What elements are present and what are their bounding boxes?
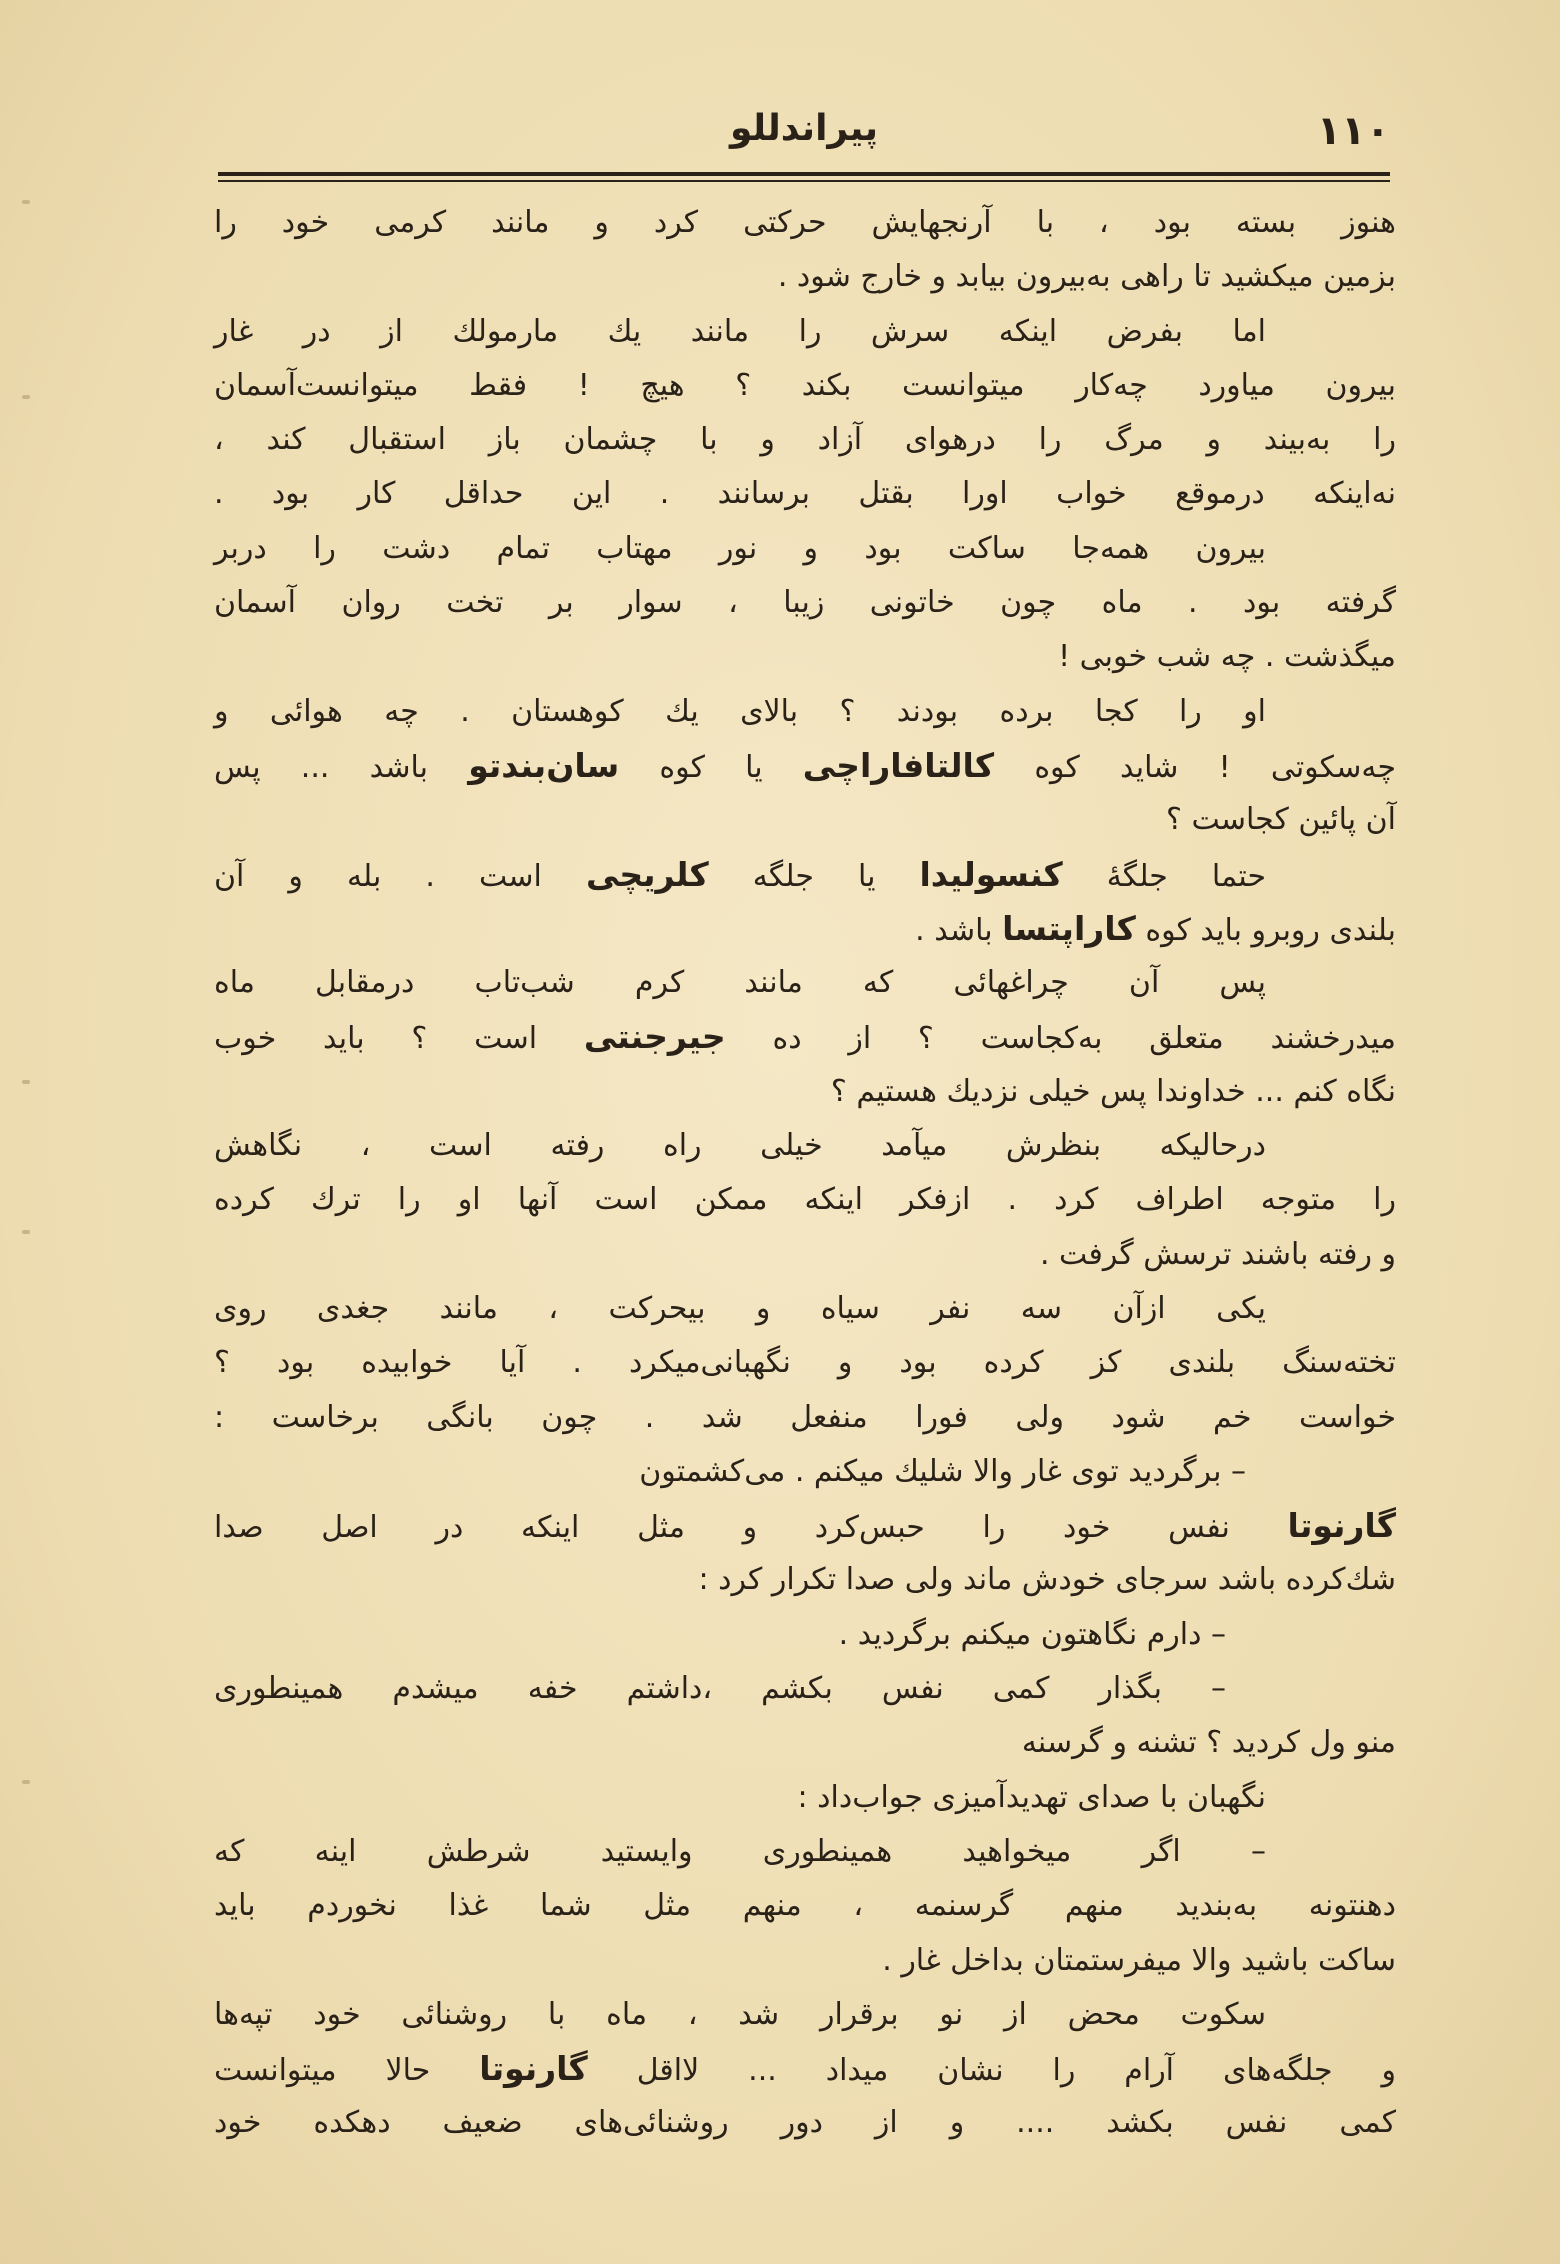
text-run: او را کجا برده بودند ؟ بالای یك کوهستان . چه هوائی و [214, 693, 1266, 729]
bold-name: کنسولیدا [919, 854, 1063, 894]
text-run: – دارم نگاهتون میکنم برگردید . [838, 1616, 1226, 1652]
text-line [214, 1445, 1396, 1499]
text-line [214, 1771, 1396, 1825]
text-line [214, 1879, 1396, 1933]
text-run: آن پائین کجاست ؟ [1165, 802, 1396, 838]
text-line [214, 1336, 1396, 1390]
text-run: – بگذار کمی نفس بکشم ،داشتم خفه میشدم همینطوری [214, 1671, 1226, 1707]
text-line [214, 793, 1396, 847]
text-run: نفس خود را حبس‌کرد و مثل اینکه در اصل صدا [214, 1510, 1288, 1546]
bold-name: گارنوتا [479, 2049, 588, 2089]
text-line [214, 1988, 1396, 2042]
text-run: بیرون میاورد چه‌کار میتوانست بکند ؟ هیچ ! فقط میتوانست‌آسمان [214, 367, 1396, 403]
text-run: درحالیکه بنظرش میآمد خیلی راه رفته است ، نگاهش [214, 1128, 1266, 1164]
text-run: – اگر میخواهید همینطوری وایستید شرطش اینه که [214, 1833, 1266, 1869]
page-header [218, 108, 1390, 168]
text-run: حتما جلگهٔ [1062, 858, 1266, 894]
bold-name: گارنوتا [1287, 1506, 1396, 1546]
text-line [214, 739, 1396, 793]
text-line [214, 359, 1396, 413]
text-run: شك‌کرده باشد سرجای خودش ماند ولی صدا تکرار کرد : [698, 1562, 1396, 1598]
text-run: را متوجه اطراف کرد . ازفکر اینکه ممکن است آنها او را ترك کرده [214, 1182, 1396, 1218]
bold-name: کاراپتسا [1002, 908, 1136, 948]
text-run: هنوز بسته بود ، با آرنجهایش حرکتی کرد و مانند کرمی خود را [214, 205, 1396, 240]
text-run: دهنتونه به‌بندید منهم گرسنمه ، منهم مثل شما غذا نخوردم باید [214, 1888, 1396, 1924]
text-line [214, 1608, 1396, 1662]
bold-name: سان‌بندتو [468, 745, 620, 785]
text-line [214, 1119, 1396, 1173]
text-line [214, 2096, 1396, 2150]
text-run: را به‌بیند و مرگ را درهوای آزاد و با چشمان باز استقبال کند ، [214, 422, 1396, 458]
text-run: خواست خم شود ولی فورا منفعل شد . چون بانگی برخاست : [214, 1399, 1396, 1435]
text-run: چه‌سکوتی ! شاید کوه [994, 749, 1397, 785]
text-line [214, 1391, 1396, 1445]
text-run: – برگردید توی غار والا شلیك میکنم . می‌کشمتون [639, 1453, 1246, 1489]
text-run: نه‌اینکه درموقع خواب اورا بقتل برسانند . این حداقل کار بود . [214, 476, 1396, 512]
text-run: باشد . [915, 912, 1003, 948]
text-run: یکی ازآن سه نفر سیاه و بیحرکت ، مانند جغدی روی [214, 1290, 1266, 1326]
page-number: ١١٠ [1316, 108, 1390, 154]
text-run: گرفته بود . ماه چون خاتونی زیبا ، سوار بر تخت روان آسمان [214, 585, 1396, 621]
text-line [214, 1499, 1396, 1553]
text-line [214, 1553, 1396, 1607]
header-rule-thick [218, 172, 1390, 176]
text-run: کمی نفس بکشد .... و از دور روشنائی‌های ضعیف دهکده خود [214, 2105, 1396, 2141]
bold-name: کلریچی [585, 854, 709, 894]
text-run: میدرخشند متعلق به‌کجاست ؟ از ده [725, 1021, 1396, 1057]
text-line [214, 1065, 1396, 1119]
text-line [214, 522, 1396, 576]
running-title: پیراندللو [729, 108, 879, 149]
text-run: پس آن چراغهائی که مانند کرم شب‌تاب درمقابل ماه [214, 965, 1266, 1001]
bold-name: جیرجنتی [583, 1017, 726, 1057]
text-line [214, 413, 1396, 467]
text-line [214, 848, 1396, 902]
text-line [214, 1010, 1396, 1064]
text-run: یا جلگه [708, 858, 920, 894]
text-line [214, 1173, 1396, 1227]
text-line [214, 630, 1396, 684]
text-line [214, 1716, 1396, 1770]
text-line [214, 1662, 1396, 1716]
text-line [214, 305, 1396, 359]
text-run: نگهبان با صدای تهدیدآمیزی جواب‌داد : [797, 1779, 1266, 1815]
text-run: حالا میتوانست [214, 2053, 480, 2089]
text-line [214, 956, 1396, 1010]
text-line [214, 1825, 1396, 1879]
text-run: اما بفرض اینکه سرش را مانند یك مارمولك از در غار [214, 313, 1266, 349]
text-run: ساکت باشید والا میفرستمتان بداخل غار . [882, 1942, 1396, 1978]
text-run: سکوت محض از نو برقرار شد ، ماه با روشنائی خود تپه‌ها [214, 1996, 1266, 2032]
text-line [214, 250, 1396, 304]
text-run: منو ول کردید ؟ تشنه و گرسنه [1021, 1725, 1396, 1761]
text-line [214, 1228, 1396, 1282]
text-run: بیرون همه‌جا ساکت بود و نور مهتاب تمام دشت را دربر [214, 530, 1266, 566]
text-run: یا کوه [619, 749, 803, 785]
text-run: بزمین میکشید تا راهی به‌بیرون بیابد و خارج شود . [777, 259, 1396, 295]
bold-name: کالتافاراچی [802, 745, 995, 785]
text-line [214, 685, 1396, 739]
text-run: است . بله و آن [214, 858, 586, 894]
body-text [214, 196, 1396, 2151]
text-line [214, 467, 1396, 521]
text-line [214, 1282, 1396, 1336]
header-rule-thin [218, 180, 1390, 182]
text-run: نگاه کنم ... خداوندا پس خیلی نزدیك هستیم ؟ [830, 1073, 1396, 1109]
text-run: میگذشت . چه شب خوبی ! [1058, 639, 1396, 675]
text-line [214, 576, 1396, 630]
text-line [214, 2042, 1396, 2096]
text-run: و رفته باشند ترسش گرفت . [1039, 1236, 1396, 1272]
text-run: و جلگه‌های آرام را نشان میداد ... لااقل [587, 2053, 1396, 2089]
text-line [214, 1934, 1396, 1988]
text-run: بلندی روبرو باید کوه [1135, 912, 1396, 948]
text-line [214, 196, 1396, 250]
text-line [214, 902, 1396, 956]
text-run: تخته‌سنگ بلندی کز کرده بود و نگهبانی‌میکرد . آیا خوابیده بود ؟ [214, 1345, 1396, 1381]
text-run: است ؟ باید خوب [214, 1021, 584, 1057]
text-run: باشد ... پس [214, 749, 469, 785]
